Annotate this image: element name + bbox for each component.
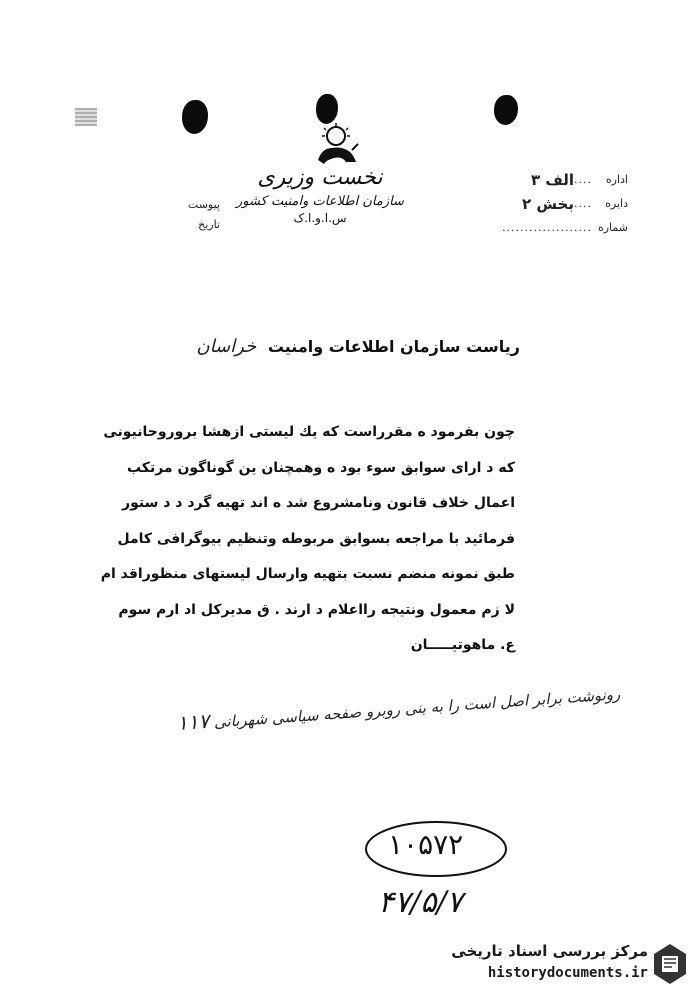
watermark-title: مرکز بررسی اسناد تاریخی <box>451 942 648 960</box>
body-line: لا زم معمول ونتیجه رااعلام د ارند . ق مدیرکل اد ارم سوم <box>118 601 515 618</box>
field-label: اداره <box>605 173 628 186</box>
annotation-number: ۱۱۷ <box>176 708 210 735</box>
archive-logo-icon <box>652 942 688 986</box>
letter-body <box>100 415 515 664</box>
field-value: بخش ۲ <box>521 195 574 213</box>
addressee-handwritten: خراسان <box>196 336 257 357</box>
field-date-label: تاریخ <box>198 218 220 231</box>
field-value: الف ۳ <box>530 171 574 189</box>
field-label: شماره <box>597 221 628 234</box>
ink-blot <box>316 94 338 124</box>
handwritten-annotation <box>100 680 620 740</box>
body-line: اعمال خلاف قانون ونامشروع شد ه اند تهیه گرد د د ستور <box>122 495 515 511</box>
stamp-date: ۴۷/۵/۷ <box>378 885 463 920</box>
field-division: دایره .... بخش ۲ <box>478 192 628 216</box>
stamp-number: ۱۰۵۷۲ <box>388 828 464 861</box>
smudge-mark <box>75 108 97 126</box>
field-department: اداره .... الف ۳ <box>478 168 628 192</box>
ink-blot <box>494 95 518 125</box>
letterhead-organization: سازمان اطلاعات وامنیت کشور <box>236 194 404 209</box>
body-line: چون بفرمود ه مقرراست که یك لیستی ازهشا بروروحانیونی <box>103 424 515 440</box>
watermark-url: historydocuments.ir <box>487 965 648 981</box>
addressee-line <box>196 336 520 357</box>
letterhead-title: نخست وزیری <box>257 165 383 190</box>
signature-line: ع. ماهوتیـــــان <box>410 637 515 653</box>
field-attachment-label: پیوست <box>187 198 220 211</box>
annotation-text: رونوشت برابر اصل است را به بنی روبرو صفحه سیاسی شهربانی <box>213 685 621 732</box>
addressee-typed: ریاست سازمان اطلاعات وامنیت <box>267 337 520 356</box>
field-label: دایره <box>605 197 628 210</box>
emblem-lion-sun-icon <box>312 122 360 166</box>
letterhead <box>225 165 415 225</box>
body-line: فرمائید با مراجعه بسوابق مربوطه وتنظیم بیوگرافی کامل <box>117 530 515 547</box>
header-reference-fields <box>478 168 628 240</box>
field-number: شماره .................... <box>478 216 628 240</box>
letterhead-reference: س.ا.و.ا.ک <box>293 211 347 225</box>
ink-blot <box>182 100 208 134</box>
header-attachment-date-fields <box>170 195 220 235</box>
body-line: طبق نمونه منضم نسبت بتهیه وارسال لیستهای منظوراقد ام <box>100 566 515 582</box>
body-line: که د ارای سوابق سوء بود ه وهمچنان ین گوناگون مرتکب <box>126 459 515 476</box>
